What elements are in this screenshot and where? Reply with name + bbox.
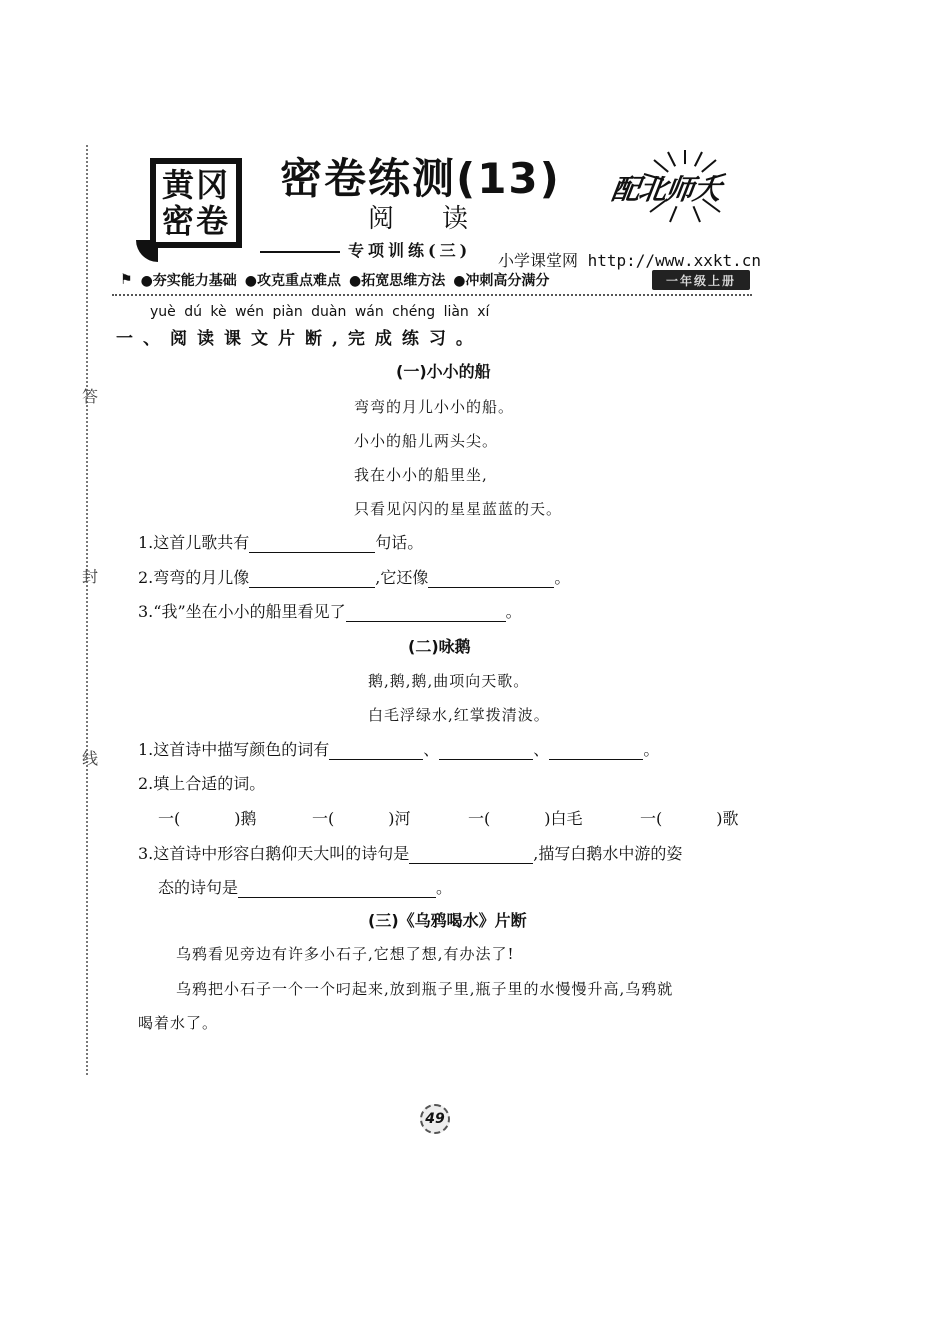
margin-char: 答 — [82, 387, 99, 406]
answer-blank[interactable] — [409, 847, 533, 864]
feature-item: ●拓宽思维方法 — [349, 273, 446, 289]
question-text: ,它还像 — [375, 568, 429, 587]
fill-text: 一( — [312, 809, 335, 828]
special-training-label — [260, 238, 471, 261]
part-title: (一)小小的船 — [396, 362, 491, 381]
watermark: 小学课堂网 http://www.xxkt.cn — [498, 251, 762, 270]
feature-item: ●冲刺高分满分 — [453, 273, 550, 289]
page-title: 密卷练测(13) — [280, 154, 561, 203]
divider — [260, 251, 340, 253]
part-title: (二)咏鹅 — [408, 637, 471, 656]
separator: 、 — [423, 740, 440, 759]
question — [158, 875, 452, 898]
question — [138, 530, 423, 553]
fill-item — [468, 806, 583, 829]
page-subtitle: 阅读 — [368, 204, 517, 234]
question — [138, 737, 659, 760]
logo-line: 密卷 — [161, 202, 230, 240]
binding-margin-line — [86, 145, 88, 1075]
answer-blank[interactable] — [346, 605, 506, 622]
part-title: (三)《乌鸦喝水》片断 — [368, 911, 527, 930]
page-number: 49 — [420, 1104, 450, 1134]
question-text: 句话。 — [375, 533, 424, 552]
margin-char: 封 — [82, 567, 99, 586]
section-heading: 一、阅读课文片断,完成练习。 — [116, 329, 483, 349]
fill-text: )鹅 — [234, 809, 257, 828]
poem-line: 小小的船儿两头尖。 — [354, 432, 499, 450]
question-text: 1.这首诗中描写颜色的词有 — [138, 740, 330, 759]
paragraph: 乌鸦把小石子一个一个叼起来,放到瓶子里,瓶子里的水慢慢升高,乌鸦就 — [176, 980, 674, 998]
question-text: 3.“我”坐在小小的船里看见了 — [138, 602, 346, 621]
grade-tag: 一年级上册 — [652, 270, 750, 290]
pinyin-line: yuè dú kè wén piàn duàn wán chéng liàn xí — [150, 304, 490, 320]
paragraph: 乌鸦看见旁边有许多小石子,它想了想,有办法了! — [176, 945, 515, 963]
question-text: ,描写白鹅水中游的姿 — [533, 844, 683, 863]
flag-icon: ⚑ — [120, 272, 133, 288]
question — [138, 565, 570, 588]
answer-blank[interactable] — [249, 571, 375, 588]
fill-text: )河 — [388, 809, 411, 828]
question-text: 。 — [643, 740, 660, 759]
fill-item — [312, 806, 411, 829]
fill-text: )白毛 — [544, 809, 583, 828]
answer-blank[interactable] — [549, 743, 643, 760]
answer-blank[interactable] — [439, 743, 533, 760]
question-text: 2.弯弯的月儿像 — [138, 568, 250, 587]
question — [138, 841, 682, 864]
answer-blank[interactable] — [249, 536, 375, 553]
answer-blank[interactable] — [428, 571, 554, 588]
divider — [112, 294, 752, 296]
brand-logo: 配北师大 — [609, 173, 723, 206]
fill-item — [158, 806, 257, 829]
margin-char: 线 — [82, 749, 99, 768]
poem-line: 鹅,鹅,鹅,曲项向天歌。 — [368, 672, 530, 690]
special-training-text: 专项训练(三) — [348, 241, 472, 260]
question-text: 态的诗句是 — [158, 878, 239, 897]
feature-item: ●夯实能力基础 — [140, 273, 237, 289]
feature-item: ●攻克重点难点 — [244, 273, 341, 289]
question-text: 1.这首儿歌共有 — [138, 533, 250, 552]
fill-item — [640, 806, 739, 829]
poem-line: 只看见闪闪的星星蓝蓝的天。 — [354, 500, 563, 518]
logo — [150, 158, 242, 248]
question-text: 。 — [554, 568, 571, 587]
paragraph: 喝着水了。 — [138, 1014, 219, 1032]
question-text: 。 — [505, 602, 522, 621]
answer-blank[interactable] — [329, 743, 423, 760]
logo-line: 黄冈 — [161, 166, 230, 204]
answer-blank[interactable] — [238, 881, 436, 898]
fill-text: 一( — [640, 809, 663, 828]
poem-line: 弯弯的月儿小小的船。 — [354, 398, 515, 416]
poem-line: 白毛浮绿水,红掌拨清波。 — [368, 706, 550, 724]
fill-text: 一( — [158, 809, 181, 828]
question-text: 。 — [436, 878, 453, 897]
question: 2.填上合适的词。 — [138, 774, 266, 793]
fill-text: 一( — [468, 809, 491, 828]
question — [138, 599, 522, 622]
question-text: 3.这首诗中形容白鹅仰天大叫的诗句是 — [138, 844, 410, 863]
separator: 、 — [533, 740, 550, 759]
poem-line: 我在小小的船里坐, — [354, 466, 488, 484]
fill-text: )歌 — [716, 809, 739, 828]
